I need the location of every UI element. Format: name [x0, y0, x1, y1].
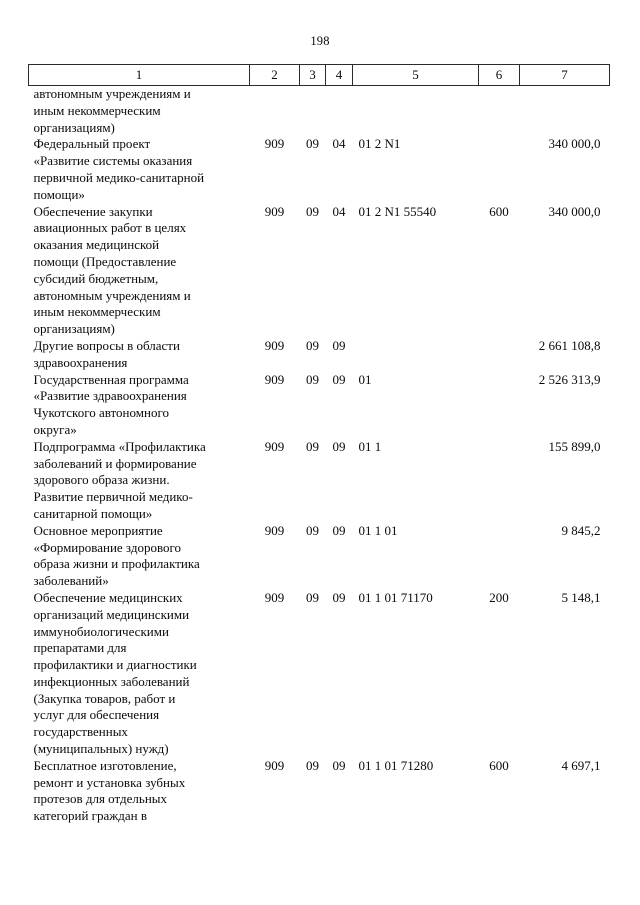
- row-subsection-cell: 04: [332, 136, 346, 152]
- row-section-cell: 09: [306, 136, 319, 152]
- table-row: [29, 86, 610, 137]
- row-name-cell: Государственная программа «Развитие здравоохранения Чукотского автономного округа»: [33, 371, 189, 437]
- column-header-6: 6: [479, 65, 520, 86]
- table-row: [29, 372, 610, 439]
- row-chapter-cell: 909: [264, 757, 285, 773]
- row-section-cell: 09: [306, 757, 319, 773]
- table-row: [29, 136, 610, 203]
- row-subsection-cell: 09: [332, 522, 346, 538]
- row-kind-cell: 200: [489, 589, 509, 605]
- row-subsection-cell: 09: [332, 589, 346, 605]
- row-subsection-cell: 04: [332, 203, 346, 219]
- row-section-cell: 09: [306, 438, 319, 454]
- row-target-cell: 01: [358, 371, 372, 387]
- row-name-cell: Подпрограмма «Профилактика заболеваний и формирование здорового образа жизни. Развитие первичной медико- санитарной помощи»: [33, 438, 206, 521]
- row-kind-cell: [479, 439, 520, 523]
- row-chapter-cell: 909: [264, 337, 285, 353]
- row-target-cell: 01 1 01 71170: [358, 589, 433, 605]
- row-name-cell: Другие вопросы в области здравоохранения: [33, 337, 180, 370]
- row-target-cell: 01 1: [358, 438, 382, 454]
- row-kind-cell: [479, 338, 520, 372]
- table-row: [29, 590, 610, 758]
- row-subsection-cell: 09: [332, 438, 346, 454]
- row-subsection-cell: [326, 86, 353, 137]
- table-row: [29, 204, 610, 338]
- row-chapter-cell: 909: [264, 522, 285, 538]
- row-section-cell: 09: [306, 589, 319, 605]
- row-chapter-cell: 909: [264, 136, 285, 152]
- table-header: [29, 65, 610, 86]
- table-row: [29, 758, 610, 825]
- column-header-2: 2: [250, 65, 300, 86]
- row-kind-cell: 600: [489, 757, 509, 773]
- row-amount-cell: 2 526 313,9: [538, 371, 601, 387]
- row-amount-cell: 2 661 108,8: [538, 337, 601, 353]
- budget-table: [28, 64, 610, 825]
- row-amount-cell: 155 899,0: [548, 438, 601, 454]
- row-chapter-cell: 909: [264, 371, 285, 387]
- row-kind-cell: [479, 86, 520, 137]
- row-kind-cell: [479, 372, 520, 439]
- row-name-cell: Обеспечение медицинских организаций медицинскими иммунобиологическими препаратами для профилактики и диагностики инфекционных заболеваний (Закупка товаров, работ и услуг для обеспечения государственных (муниципальных) нужд): [33, 589, 197, 757]
- row-chapter-cell: 909: [264, 203, 285, 219]
- row-chapter-cell: 909: [264, 589, 285, 605]
- row-target-cell: 01 1 01 71280: [358, 757, 434, 773]
- row-target-cell: [353, 86, 479, 137]
- table-row: [29, 338, 610, 372]
- row-name-cell: Бесплатное изготовление, ремонт и установка зубных протезов для отдельных категорий граждан в: [33, 757, 186, 824]
- row-amount-cell: 340 000,0: [548, 203, 601, 219]
- table-row: [29, 523, 610, 590]
- row-section-cell: 09: [306, 371, 319, 387]
- row-chapter-cell: 909: [264, 438, 285, 454]
- row-kind-cell: 600: [489, 203, 509, 219]
- row-name-cell: Федеральный проект «Развитие системы оказания первичной медико-санитарной помощи»: [33, 136, 205, 202]
- row-kind-cell: [479, 136, 520, 203]
- row-section-cell: 09: [306, 337, 319, 353]
- column-header-5: 5: [353, 65, 479, 86]
- row-chapter-cell: [250, 86, 300, 137]
- table-row: [29, 439, 610, 523]
- row-target-cell: 01 2 N1 55540: [358, 203, 437, 219]
- page-number: 198: [310, 34, 330, 48]
- row-subsection-cell: 09: [332, 371, 346, 387]
- budget-table-container: [28, 64, 609, 825]
- row-amount-cell: 5 148,1: [561, 589, 601, 605]
- row-subsection-cell: 09: [332, 757, 346, 773]
- row-name-cell: Обеспечение закупки авиационных работ в целях оказания медицинской помощи (Предоставление субсидий бюджетным, автономным учреждениям и иным некоммерческим организациям): [33, 203, 191, 337]
- row-section-cell: 09: [306, 203, 319, 219]
- column-header-3: 3: [300, 65, 326, 86]
- row-section-cell: [300, 86, 326, 137]
- column-header-1: 1: [29, 65, 250, 86]
- row-subsection-cell: 09: [332, 337, 346, 353]
- row-amount-cell: 4 697,1: [561, 757, 601, 773]
- row-amount-cell: [520, 86, 610, 137]
- column-header-4: 4: [326, 65, 353, 86]
- row-target-cell: 01 1 01: [358, 522, 398, 538]
- row-name-cell: Основное мероприятие «Формирование здорового образа жизни и профилактика заболеваний»: [33, 522, 200, 589]
- row-section-cell: 09: [306, 522, 319, 538]
- column-header-7: 7: [520, 65, 610, 86]
- row-amount-cell: 9 845,2: [561, 522, 601, 538]
- row-target-cell: [353, 338, 479, 372]
- row-target-cell: 01 2 N1: [358, 136, 401, 152]
- table-body: [29, 86, 610, 826]
- table-header-row: [29, 65, 610, 86]
- row-kind-cell: [479, 523, 520, 590]
- row-name-cell: автономным учреждениям и иным некоммерческим организациям): [33, 86, 191, 135]
- row-amount-cell: 340 000,0: [548, 136, 601, 152]
